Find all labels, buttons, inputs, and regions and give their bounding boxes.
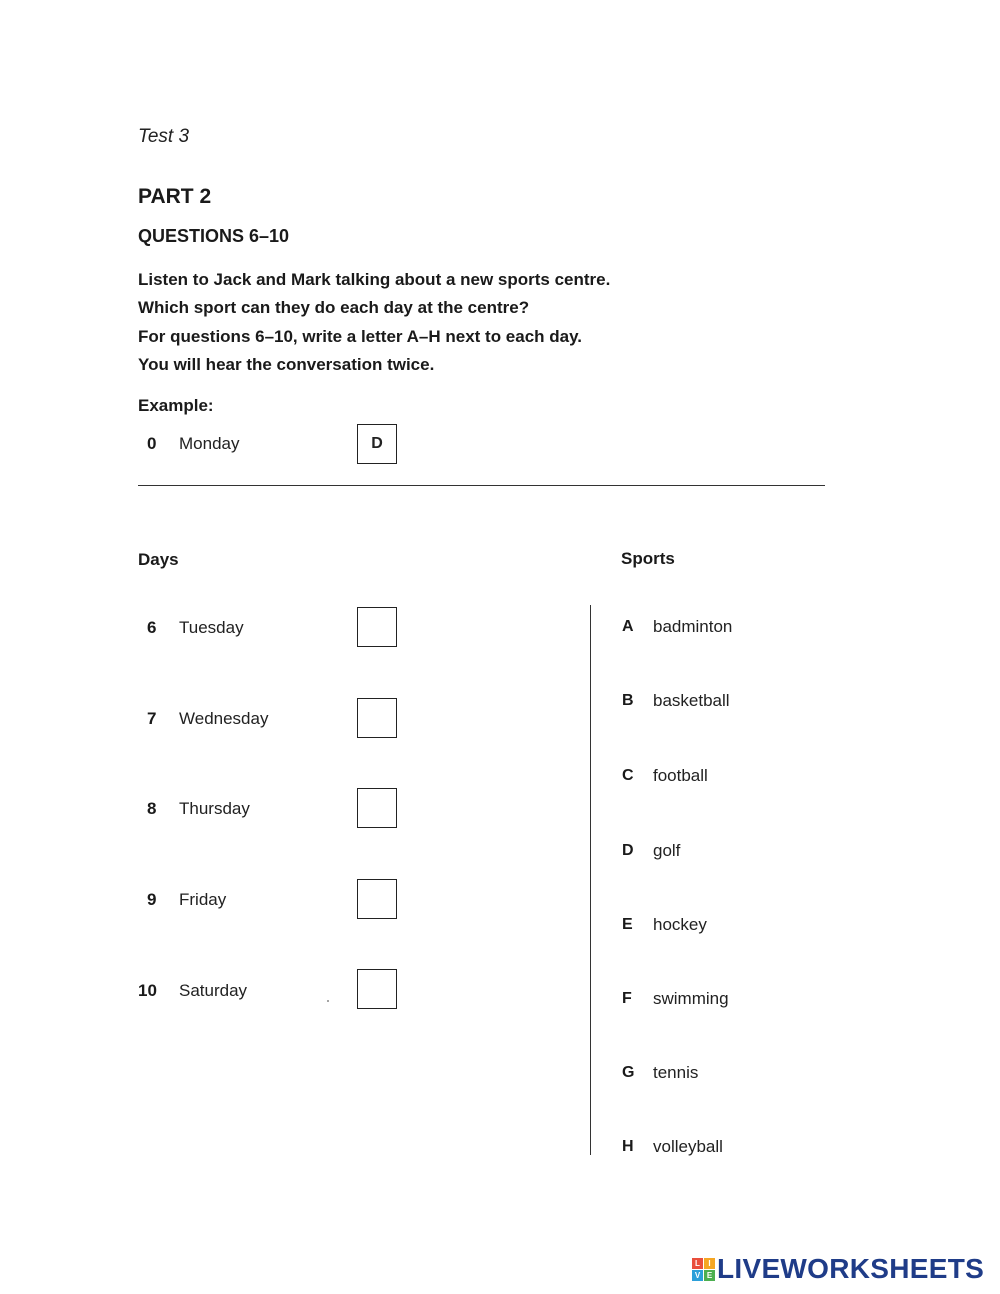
liveworksheets-logo[interactable] <box>692 1253 984 1285</box>
example-answer-box: D <box>357 424 397 464</box>
sport-name: basketball <box>653 691 730 710</box>
question-day: Thursday <box>179 799 250 818</box>
answer-box-6[interactable] <box>357 607 397 647</box>
column-separator <box>590 605 591 1155</box>
instructions <box>138 266 838 379</box>
divider <box>138 485 825 486</box>
logo-square-icon: V <box>692 1270 703 1281</box>
question-number: 6 <box>147 618 157 637</box>
question-number: 8 <box>147 799 157 818</box>
example-number: 0 <box>147 434 157 453</box>
question-day: Wednesday <box>179 709 269 728</box>
logo-square-icon: E <box>704 1270 715 1281</box>
logo-square-icon: L <box>692 1258 703 1269</box>
sport-name: golf <box>653 841 681 860</box>
question-number: 9 <box>147 890 157 909</box>
logo-square-icon: I <box>704 1258 715 1269</box>
answer-box-9[interactable] <box>357 879 397 919</box>
sports-heading: Sports <box>621 549 675 568</box>
sport-letter: B <box>622 692 634 709</box>
answer-box-7[interactable] <box>357 698 397 738</box>
sport-letter: H <box>622 1138 634 1155</box>
sport-letter: D <box>622 842 634 859</box>
question-number: 7 <box>147 709 157 728</box>
answer-box-10[interactable] <box>357 969 397 1009</box>
sport-letter: G <box>622 1064 635 1081</box>
sport-name: hockey <box>653 915 707 934</box>
sport-name: tennis <box>653 1063 699 1082</box>
answer-box-8[interactable] <box>357 788 397 828</box>
instruction-line: You will hear the conversation twice. <box>138 354 435 374</box>
question-day: Saturday <box>179 981 248 1000</box>
instruction-line: Which sport can they do each day at the centre? <box>138 298 530 318</box>
part-title: PART 2 <box>138 185 212 208</box>
example-day: Monday <box>179 434 240 453</box>
sport-name: badminton <box>653 617 733 636</box>
sport-letter: A <box>622 618 634 635</box>
instruction-line: For questions 6–10, write a letter A–H next to each day. <box>138 326 583 346</box>
question-day: Friday <box>179 890 227 909</box>
test-label: Test 3 <box>138 126 190 147</box>
liveworksheets-logo-icon <box>692 1258 715 1281</box>
sport-letter: C <box>622 767 634 784</box>
sport-name: football <box>653 766 708 785</box>
sport-name: swimming <box>653 989 729 1008</box>
questions-title: QUESTIONS 6–10 <box>138 226 290 246</box>
instruction-line: Listen to Jack and Mark talking about a new sports centre. <box>138 270 611 289</box>
question-day: Tuesday <box>179 618 244 637</box>
sport-letter: F <box>622 990 632 1007</box>
days-heading: Days <box>138 550 179 569</box>
question-number: 10 <box>138 981 157 1000</box>
example-label: Example: <box>138 396 214 415</box>
stray-dot <box>327 1000 329 1002</box>
sport-name: volleyball <box>653 1137 723 1156</box>
sport-letter: E <box>622 916 633 933</box>
logo-text: LIVEWORKSHEETS <box>717 1253 985 1284</box>
